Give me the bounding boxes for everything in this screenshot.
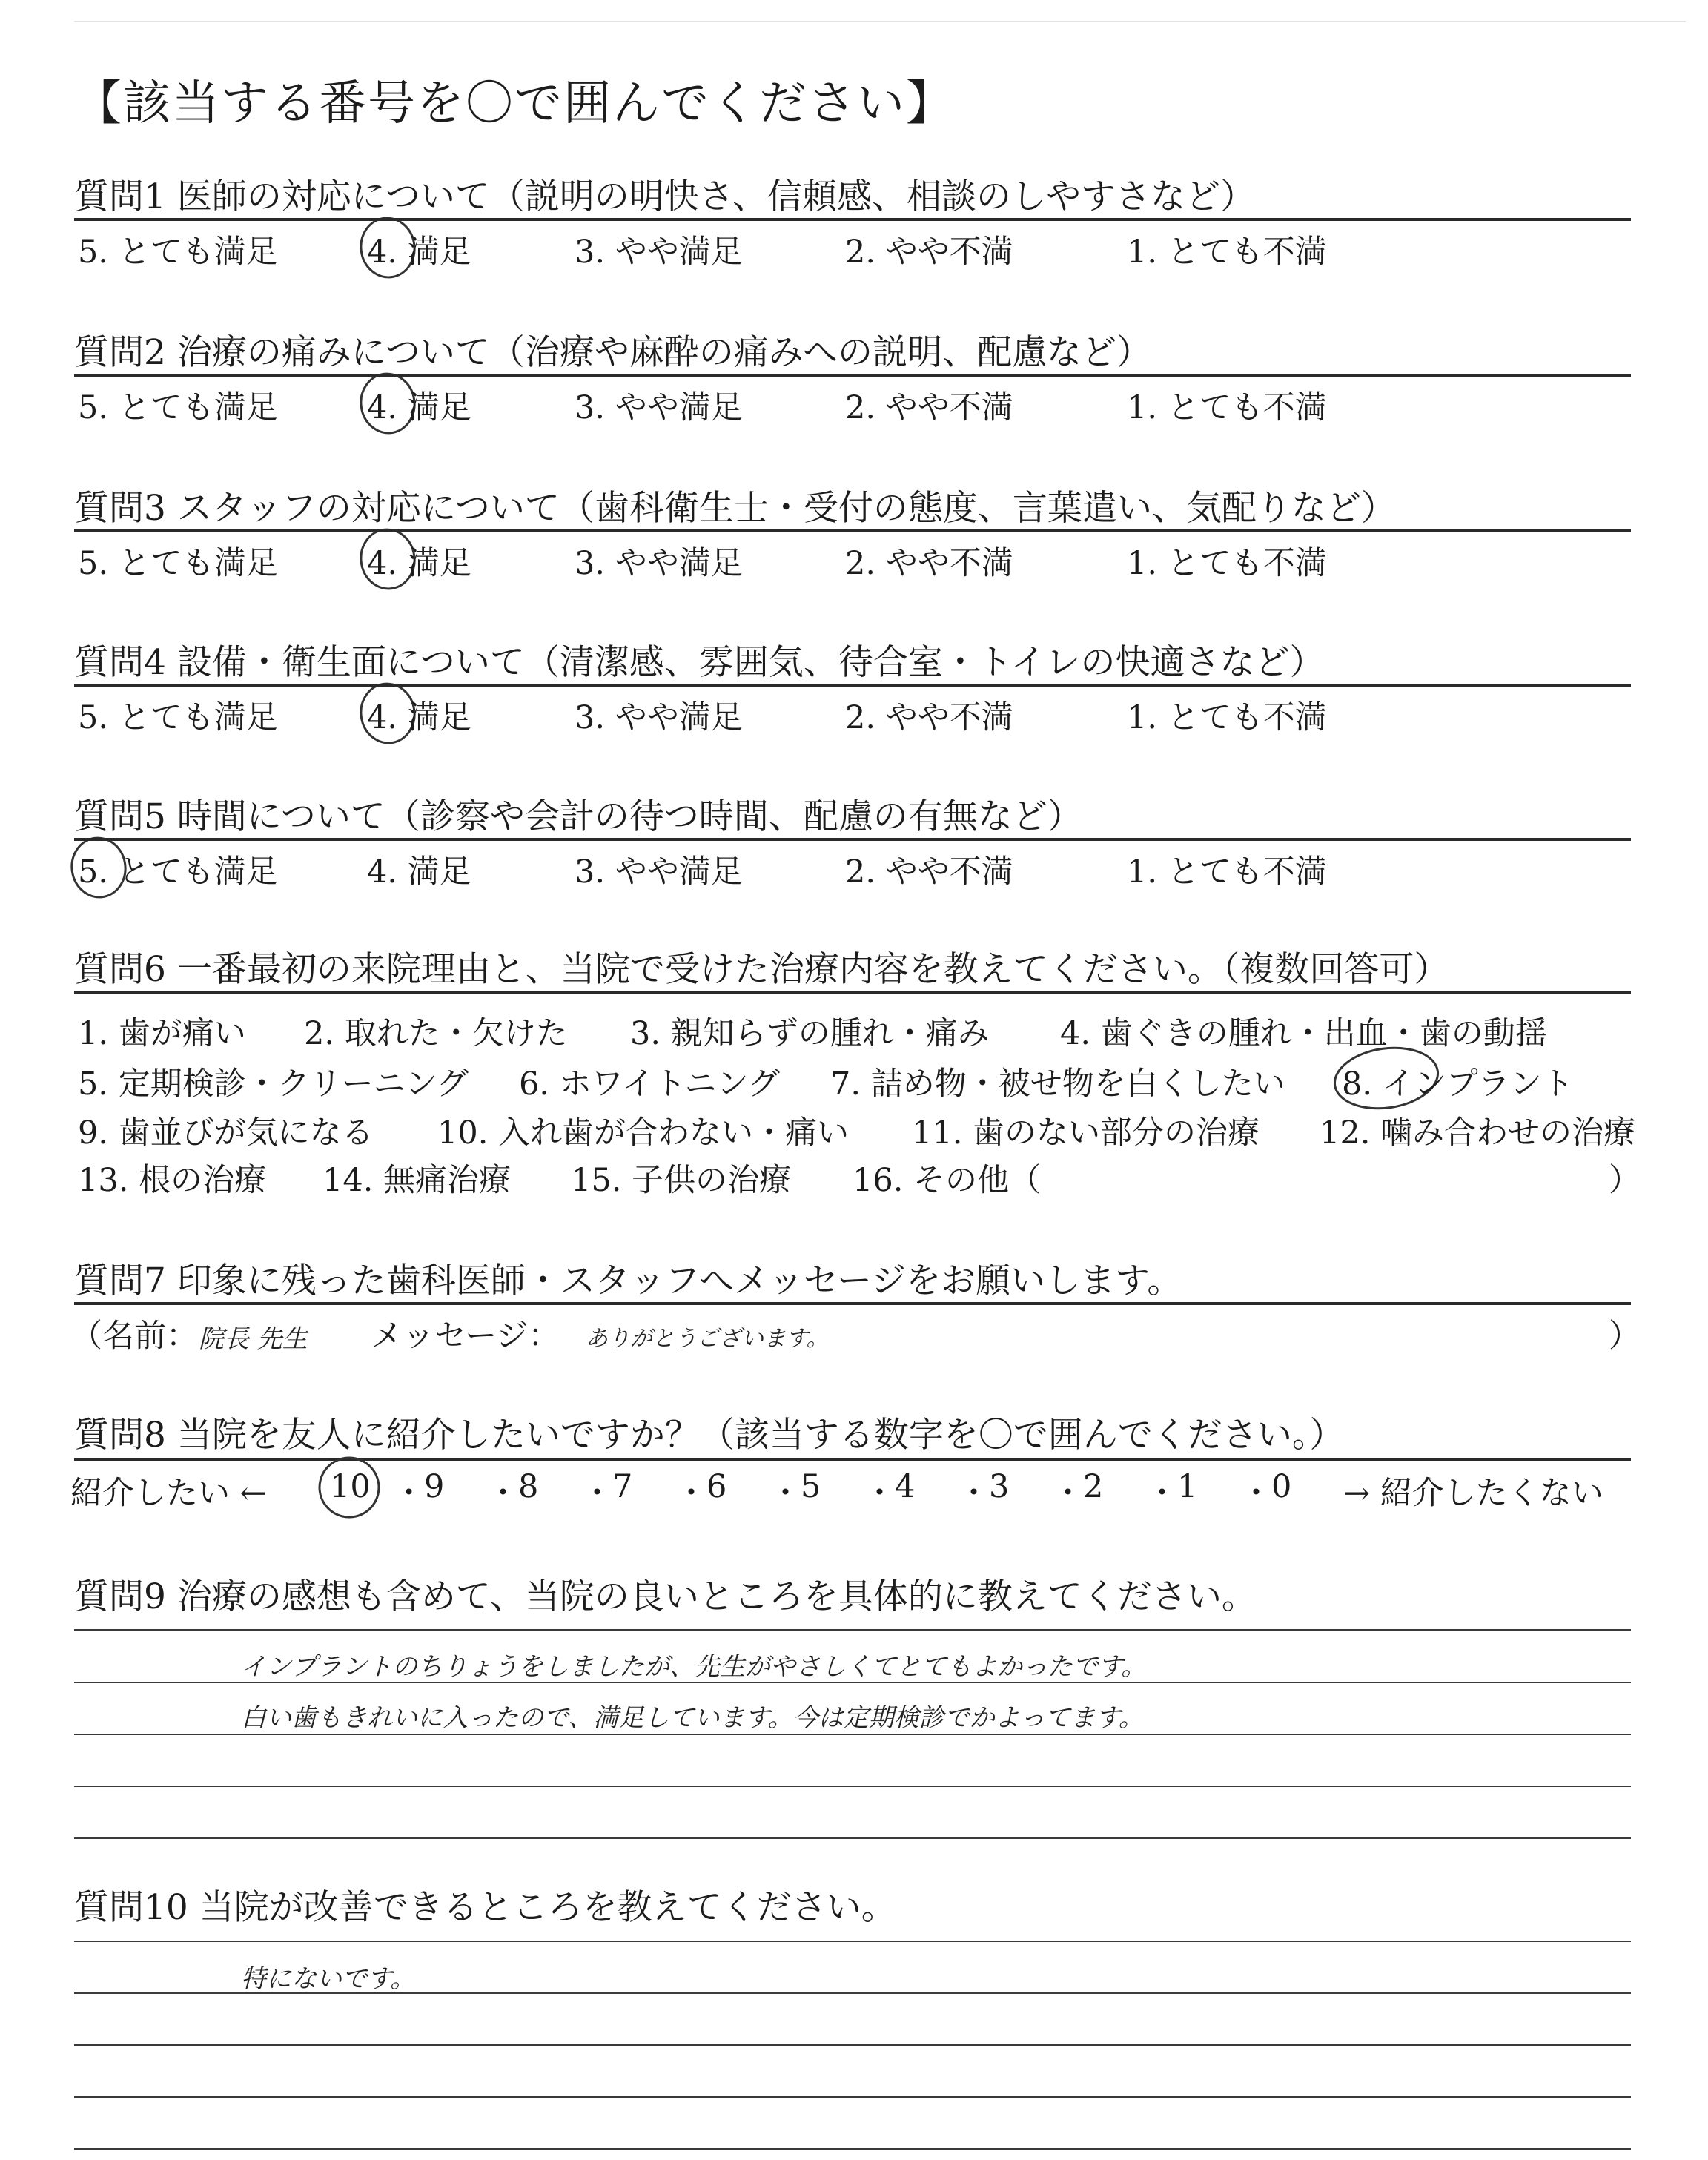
q2-option-3[interactable]: 3. やや満足: [575, 389, 743, 426]
q6-option-13[interactable]: 13. 根の治療: [78, 1162, 267, 1199]
q8-scale-4[interactable]: 4: [895, 1468, 916, 1505]
q7-label: 質問7 印象に残った歯科医師・スタッフへメッセージをお願いします。: [74, 1261, 1182, 1301]
q9-line-0: [74, 1629, 1631, 1631]
q6-close-paren: ）: [1609, 1162, 1641, 1199]
q8-scale-3[interactable]: 3: [989, 1468, 1010, 1505]
q9-answer-line-1[interactable]: インプラントのちりょうをしましたが、先生がやさしくてとてもよかったです。: [241, 1652, 1147, 1682]
q6-option-12[interactable]: 12. 噛み合わせの治療: [1320, 1114, 1636, 1152]
q6-option-5[interactable]: 5. 定期検診・クリーニング: [78, 1066, 469, 1103]
q9-answer-line-2[interactable]: 白い歯もきれいに入ったので、満足しています。今は定期検診でかよってます。: [241, 1703, 1144, 1733]
q8-scale-1[interactable]: 1: [1177, 1468, 1198, 1505]
q4-option-1[interactable]: 1. とても不満: [1127, 699, 1327, 736]
q10-line-2: [74, 2044, 1631, 2046]
q8-scale-2[interactable]: 2: [1083, 1468, 1104, 1505]
q7-close-paren: ）: [1609, 1318, 1641, 1355]
q6-option-7[interactable]: 7. 詰め物・被せ物を白くしたい: [830, 1066, 1285, 1103]
q3-option-3[interactable]: 3. やや満足: [575, 545, 743, 582]
q5-option-3[interactable]: 3. やや満足: [575, 853, 743, 891]
q5-option-4[interactable]: 4. 満足: [367, 853, 471, 891]
q5-option-5[interactable]: 5. とても満足: [78, 853, 278, 891]
q6-option-4[interactable]: 4. 歯ぐきの腫れ・出血・歯の動揺: [1060, 1015, 1547, 1052]
q1-label: 質問1 医師の対応について（説明の明快さ、信頼感、相談のしやすさなど）: [74, 176, 1256, 217]
q8-label: 質問8 当院を友人に紹介したいですか？（該当する数字を〇で囲んでください。）: [74, 1415, 1345, 1456]
q6-option-11[interactable]: 11. 歯のない部分の治療: [912, 1114, 1260, 1152]
q8-scale-8[interactable]: 8: [518, 1468, 539, 1505]
q3-option-1[interactable]: 1. とても不満: [1127, 545, 1327, 582]
q1-option-5[interactable]: 5. とても満足: [78, 234, 278, 271]
q1-rule: [74, 218, 1631, 221]
q2-option-4[interactable]: 4. 満足: [367, 389, 471, 426]
q7-name-label: （名前：: [70, 1318, 198, 1355]
q7-name-value[interactable]: 院長 先生: [199, 1324, 308, 1354]
q8-right-label: → 紹介したくない: [1343, 1475, 1603, 1512]
q3-label: 質問3 スタッフの対応について（歯科衛生士・受付の態度、言葉遣い、気配りなど）: [74, 488, 1396, 529]
q3-option-4[interactable]: 4. 満足: [367, 545, 471, 582]
q8-separator-dot: ・: [1240, 1475, 1272, 1512]
q6-label: 質問6 一番最初の来院理由と、当院で受けた治療内容を教えてください。（複数回答可）: [74, 949, 1449, 990]
q2-label: 質問2 治療の痛みについて（治療や麻酔の痛みへの説明、配慮など）: [74, 332, 1151, 373]
q3-option-2[interactable]: 2. やや不満: [845, 545, 1013, 582]
q2-rule: [74, 374, 1631, 377]
q4-option-3[interactable]: 3. やや満足: [575, 699, 743, 736]
q9-label: 質問9 治療の感想も含めて、当院の良いところを具体的に教えてください。: [74, 1576, 1257, 1617]
q8-scale-10[interactable]: 10: [330, 1468, 371, 1505]
q5-label: 質問5 時間について（診察や会計の待つ時間、配慮の有無など）: [74, 796, 1082, 837]
q2-option-5[interactable]: 5. とても満足: [78, 389, 278, 426]
q4-label: 質問4 設備・衛生面について（清潔感、雰囲気、待合室・トイレの快適さなど）: [74, 642, 1325, 683]
q6-option-10[interactable]: 10. 入れ歯が合わない・痛い: [437, 1114, 850, 1152]
page-title: 【該当する番号を〇で囲んでください】: [74, 76, 955, 131]
q8-separator-dot: ・: [675, 1475, 707, 1512]
q10-line-3: [74, 2096, 1631, 2098]
q6-option-1[interactable]: 1. 歯が痛い: [78, 1015, 246, 1052]
q8-scale-5[interactable]: 5: [801, 1468, 821, 1505]
q6-option-8[interactable]: 8. インプラント: [1342, 1066, 1574, 1103]
q6-option-16[interactable]: 16. その他（: [853, 1162, 1042, 1199]
q9-line-2: [74, 1734, 1631, 1735]
q6-rule: [74, 991, 1631, 994]
q8-separator-dot: ・: [864, 1475, 896, 1512]
q10-answer-line-1[interactable]: 特にないです。: [241, 1964, 416, 1994]
q6-option-6[interactable]: 6. ホワイトニング: [519, 1066, 780, 1103]
q6-option-14[interactable]: 14. 無痛治療: [322, 1162, 512, 1199]
q6-option-15[interactable]: 15. 子供の治療: [571, 1162, 792, 1199]
q3-rule: [74, 529, 1631, 532]
q8-separator-dot: ・: [1052, 1475, 1084, 1512]
q10-line-0: [74, 1941, 1631, 1942]
q5-option-1[interactable]: 1. とても不満: [1127, 853, 1327, 891]
q8-separator-dot: ・: [393, 1475, 425, 1512]
q4-option-4[interactable]: 4. 満足: [367, 699, 471, 736]
q10-line-4: [74, 2148, 1631, 2150]
q8-separator-dot: ・: [487, 1475, 519, 1512]
q7-message-value[interactable]: ありがとうございます。: [586, 1326, 829, 1352]
q10-label: 質問10 当院が改善できるところを教えてください。: [74, 1887, 896, 1928]
q2-option-2[interactable]: 2. やや不満: [845, 389, 1013, 426]
q8-scale-0[interactable]: 0: [1271, 1468, 1292, 1505]
q4-option-5[interactable]: 5. とても満足: [78, 699, 278, 736]
q1-option-2[interactable]: 2. やや不満: [845, 234, 1013, 271]
q6-option-2[interactable]: 2. 取れた・欠けた: [304, 1015, 568, 1052]
q8-separator-dot: ・: [1146, 1475, 1178, 1512]
q4-rule: [74, 684, 1631, 687]
q8-scale-7[interactable]: 7: [612, 1468, 633, 1505]
q3-option-5[interactable]: 5. とても満足: [78, 545, 278, 582]
q8-rule: [74, 1458, 1631, 1461]
q8-separator-dot: ・: [769, 1475, 801, 1512]
q7-message-label: メッセージ：: [371, 1318, 560, 1355]
q1-option-3[interactable]: 3. やや満足: [575, 234, 743, 271]
q5-option-2[interactable]: 2. やや不満: [845, 853, 1013, 891]
q6-option-3[interactable]: 3. 親知らずの腫れ・痛み: [630, 1015, 990, 1052]
q9-line-4: [74, 1837, 1631, 1839]
q8-separator-dot: ・: [958, 1475, 990, 1512]
q9-line-3: [74, 1786, 1631, 1787]
q8-left-label: 紹介したい ←: [70, 1475, 267, 1512]
q8-scale-9[interactable]: 9: [424, 1468, 445, 1505]
q6-option-9[interactable]: 9. 歯並びが気になる: [78, 1114, 374, 1152]
q7-rule: [74, 1302, 1631, 1305]
q8-scale-6[interactable]: 6: [706, 1468, 727, 1505]
q4-option-2[interactable]: 2. やや不満: [845, 699, 1013, 736]
q2-option-1[interactable]: 1. とても不満: [1127, 389, 1327, 426]
q5-rule: [74, 838, 1631, 841]
page-top-border: [74, 21, 1686, 22]
q1-option-1[interactable]: 1. とても不満: [1127, 234, 1327, 271]
q1-option-4[interactable]: 4. 満足: [367, 234, 471, 271]
q8-separator-dot: ・: [581, 1475, 613, 1512]
